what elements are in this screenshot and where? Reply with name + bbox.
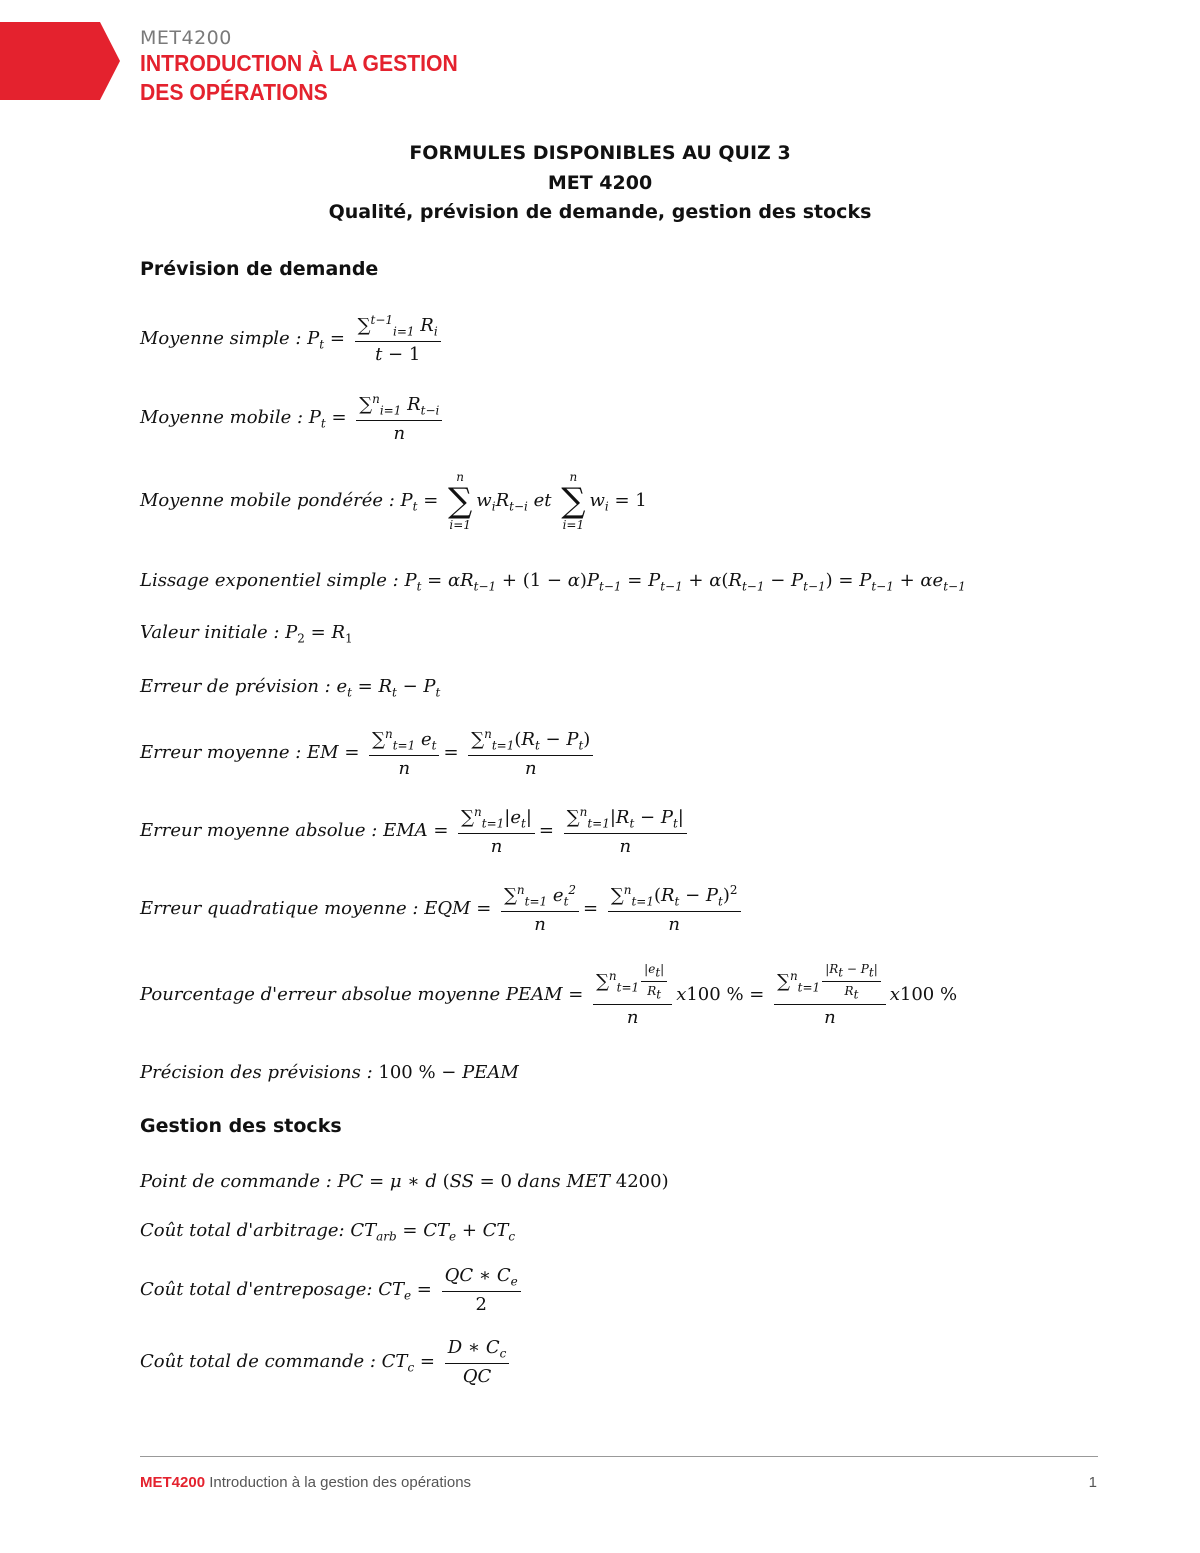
formula-label: Moyenne simple :	[140, 327, 302, 349]
formula-mean-abs-error: Erreur moyenne absolue : EMA = $\frac{\sum^n_{t=1}|e_t|}{n}$ = $\frac{\sum^n_{t=1}|R_t - P_t|}{n}$	[140, 805, 691, 857]
document-topics: Qualité, prévision de demande, gestion des stocks	[328, 201, 872, 223]
formula-label: Erreur de prévision :	[140, 676, 331, 697]
document-title: FORMULES DISPONIBLES AU QUIZ 3	[409, 142, 791, 164]
formula-label: Moyenne mobile :	[140, 406, 304, 428]
formula-label: Erreur moyenne absolue :	[140, 819, 378, 841]
course-title-line2: DES OPÉRATIONS	[140, 79, 328, 105]
formula-total-tradeoff-cost: Coût total d'arbitrage: $CT_{arb} = CT_e + CT_c$	[140, 1220, 516, 1244]
document-subtitle: MET 4200	[547, 172, 653, 194]
formula-label: Coût total d'entreposage:	[140, 1278, 373, 1300]
footer-course-code: MET4200	[140, 1474, 206, 1491]
footer-course-title: Introduction à la gestion des opérations	[209, 1474, 472, 1491]
brand-logo-shape	[0, 22, 135, 100]
course-code: MET4200	[140, 27, 232, 49]
course-title	[140, 49, 458, 107]
formula-exp-smoothing: Lissage exponentiel simple : $P_t = \alpha R_{t-1} + (1 - \alpha)P_{t-1} = P_{t-1} + \alpha(R_{t-1} - P_{t-1}) = P_{t-1} + \alpha e_{t-1}$	[140, 570, 966, 594]
formula-initial-value: Valeur initiale : $P_2 = R_1$	[140, 622, 353, 646]
footer-divider	[140, 1456, 1098, 1457]
formula-label: Erreur quadratique moyenne :	[140, 897, 419, 919]
formula-reorder-point: Point de commande : PC = μ ∗ d (SS = 0 dans MET 4200)	[140, 1171, 669, 1192]
formula-simple-average: Moyenne simple : $P_t$ = $\frac{\sum^{t-1}_{i=1} R_i}{t - 1}$	[140, 313, 445, 365]
course-title-line1: INTRODUCTION À LA GESTION	[140, 50, 458, 76]
formula-weighted-moving-average: Moyenne mobile pondérée : $P_t$ = n ∑ i=1 $w_iR_{t-i}$ et n ∑ i=1 $w_i = 1$	[140, 470, 647, 532]
formula-label: Moyenne mobile pondérée :	[140, 490, 395, 511]
section-forecast-heading: Prévision de demande	[140, 258, 379, 280]
formula-total-order-cost: Coût total de commande : $CT_c$ = $\frac{D ∗ C_c}{QC}$	[140, 1337, 513, 1387]
section-stocks-heading: Gestion des stocks	[140, 1115, 342, 1137]
formula-total-holding-cost: Coût total d'entreposage: $CT_e$ = $\frac{QC ∗ C_e}{2}$	[140, 1265, 525, 1315]
formula-mean-sq-error: Erreur quadratique moyenne : EQM = $\frac{\sum^n_{t=1} e_t^2}{n}$ = $\frac{\sum^n_{t=1}(R_t - P_t)^2}{n}$	[140, 883, 745, 935]
formula-label: Valeur initiale :	[140, 622, 280, 643]
formula-mape: Pourcentage d'erreur absolue moyenne PEAM = ∑$^n_{t=1}$ $\frac{|e_t|}{R_t}$ n x100 % = ∑$^n_{t=1}$ $\frac{|R_t - P_t|}{R_t}$ n x100 %	[140, 962, 958, 1028]
formula-moving-average: Moyenne mobile : $P_t$ = $\frac{\sum^n_{i=1} R_{t-i}}{n}$	[140, 392, 446, 444]
formula-label: Point de commande :	[140, 1171, 332, 1192]
page-number: 1	[1088, 1474, 1097, 1491]
formula-label: Erreur moyenne :	[140, 741, 302, 763]
footer-course	[140, 1474, 471, 1491]
formula-label: Coût total de commande :	[140, 1350, 376, 1372]
formula-label: Précision des prévisions :	[140, 1062, 373, 1083]
formula-forecast-error: Erreur de prévision : $e_t = R_t - P_t$	[140, 676, 441, 700]
formula-label: Lissage exponentiel simple :	[140, 570, 399, 591]
formula-forecast-precision: Précision des prévisions : 100 % − PEAM	[140, 1062, 519, 1083]
formula-label: Pourcentage d'erreur absolue moyenne PEAM	[140, 983, 563, 1005]
formula-mean-error: Erreur moyenne : EM = $\frac{\sum^n_{t=1} e_t}{n}$ = $\frac{\sum^n_{t=1}(R_t - P_t)}{n}$	[140, 727, 597, 779]
formula-label: Coût total d'arbitrage:	[140, 1220, 345, 1241]
